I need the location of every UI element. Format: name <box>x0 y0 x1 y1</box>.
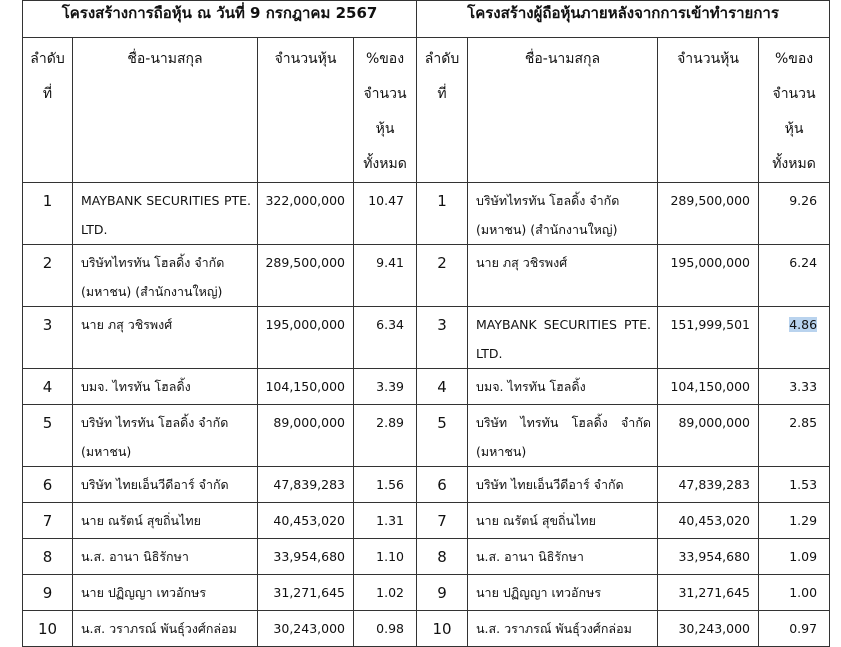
pct-cell: 2.89 <box>354 405 417 467</box>
name-cell: บริษัท ไทรทัน โฮลดิ้ง จำกัด (มหาชน) <box>73 405 258 467</box>
pct-cell: 0.97 <box>759 611 830 647</box>
rank-cell: 1 <box>417 183 468 245</box>
shares-cell: 195,000,000 <box>658 245 759 307</box>
rank-cell: 9 <box>23 575 73 611</box>
name-cell: MAYBANK SECURITIES PTE. LTD. <box>468 307 658 369</box>
rank-cell: 6 <box>417 467 468 503</box>
name-cell: น.ส. อานา นิธิรักษา <box>73 539 258 575</box>
table-row <box>23 369 830 405</box>
shares-cell: 195,000,000 <box>258 307 354 369</box>
table-row <box>23 611 830 647</box>
pct-cell: 1.29 <box>759 503 830 539</box>
table-row <box>23 245 830 307</box>
left-table-title: โครงสร้างการถือหุ้น ณ วันที่ 9 กรกฎาคม 2567 <box>23 1 417 38</box>
header-name: ชื่อ-นามสกุล <box>468 38 658 183</box>
rank-cell: 9 <box>417 575 468 611</box>
name-cell: บริษัทไทรทัน โฮลดิ้ง จำกัด (มหาชน) (สำนักงานใหญ่) <box>468 183 658 245</box>
name-cell: บริษัท ไทรทัน โฮลดิ้ง จำกัด (มหาชน) <box>468 405 658 467</box>
shares-cell: 31,271,645 <box>258 575 354 611</box>
name-cell: บมจ. ไทรทัน โฮลดิ้ง <box>73 369 258 405</box>
rank-cell: 6 <box>23 467 73 503</box>
name-cell: น.ส. อานา นิธิรักษา <box>468 539 658 575</box>
name-cell: MAYBANK SECURITIES PTE. LTD. <box>73 183 258 245</box>
pct-cell: 1.02 <box>354 575 417 611</box>
name-cell: บริษัท ไทยเอ็นวีดีอาร์ จำกัด <box>468 467 658 503</box>
header-name: ชื่อ-นามสกุล <box>73 38 258 183</box>
rank-cell: 10 <box>23 611 73 647</box>
shares-cell: 89,000,000 <box>658 405 759 467</box>
rank-cell: 7 <box>417 503 468 539</box>
rank-cell: 2 <box>417 245 468 307</box>
name-cell: บมจ. ไทรทัน โฮลดิ้ง <box>468 369 658 405</box>
header-shares: จำนวนหุ้น <box>258 38 354 183</box>
shares-cell: 40,453,020 <box>658 503 759 539</box>
header-no: ลำดับ ที่ <box>23 38 73 183</box>
name-cell: นาย ณรัตน์ สุขถิ่นไทย <box>468 503 658 539</box>
table-row <box>23 539 830 575</box>
pct-cell: 1.10 <box>354 539 417 575</box>
pct-cell: 2.85 <box>759 405 830 467</box>
pct-cell[interactable] <box>759 307 830 369</box>
rank-cell: 4 <box>417 369 468 405</box>
pct-cell: 1.56 <box>354 467 417 503</box>
table-row <box>23 405 830 467</box>
name-cell: นาย ปฏิญญา เทวอักษร <box>468 575 658 611</box>
pct-cell: 1.53 <box>759 467 830 503</box>
table-row <box>23 307 830 369</box>
rank-cell: 2 <box>23 245 73 307</box>
pct-cell: 6.24 <box>759 245 830 307</box>
pct-cell: 1.00 <box>759 575 830 611</box>
shares-cell: 30,243,000 <box>258 611 354 647</box>
shares-cell: 47,839,283 <box>258 467 354 503</box>
name-cell: นาย ภสุ วชิรพงศ์ <box>468 245 658 307</box>
table-row <box>23 575 830 611</box>
pct-cell: 6.34 <box>354 307 417 369</box>
table-row <box>23 183 830 245</box>
shareholder-structure-table <box>22 0 830 647</box>
right-table-title: โครงสร้างผู้ถือหุ้นภายหลังจากการเข้าทำรายการ <box>417 1 830 38</box>
header-no: ลำดับ ที่ <box>417 38 468 183</box>
name-cell: บริษัท ไทยเอ็นวีดีอาร์ จำกัด <box>73 467 258 503</box>
rank-cell: 8 <box>23 539 73 575</box>
selected-pct-value[interactable]: 4.86 <box>789 317 818 332</box>
shares-cell: 30,243,000 <box>658 611 759 647</box>
rank-cell: 5 <box>23 405 73 467</box>
header-pct: %ของ จำนวน หุ้น ทั้งหมด <box>354 38 417 183</box>
rank-cell: 10 <box>417 611 468 647</box>
shares-cell: 89,000,000 <box>258 405 354 467</box>
rank-cell: 1 <box>23 183 73 245</box>
pct-cell: 1.09 <box>759 539 830 575</box>
pct-cell: 0.98 <box>354 611 417 647</box>
name-cell: น.ส. วราภรณ์ พันธุ์วงศ์กล่อม <box>468 611 658 647</box>
shares-cell: 31,271,645 <box>658 575 759 611</box>
name-cell: นาย ณรัตน์ สุขถิ่นไทย <box>73 503 258 539</box>
pct-cell: 9.41 <box>354 245 417 307</box>
shares-cell: 33,954,680 <box>258 539 354 575</box>
pct-cell: 1.31 <box>354 503 417 539</box>
table-row <box>23 467 830 503</box>
pct-cell: 9.26 <box>759 183 830 245</box>
shares-cell: 104,150,000 <box>258 369 354 405</box>
table-row <box>23 503 830 539</box>
shares-cell: 47,839,283 <box>658 467 759 503</box>
rank-cell: 8 <box>417 539 468 575</box>
shares-cell: 33,954,680 <box>658 539 759 575</box>
rank-cell: 5 <box>417 405 468 467</box>
name-cell: นาย ปฏิญญา เทวอักษร <box>73 575 258 611</box>
rank-cell: 3 <box>417 307 468 369</box>
name-cell: น.ส. วราภรณ์ พันธุ์วงศ์กล่อม <box>73 611 258 647</box>
rank-cell: 4 <box>23 369 73 405</box>
header-shares: จำนวนหุ้น <box>658 38 759 183</box>
shares-cell: 289,500,000 <box>658 183 759 245</box>
shares-cell: 151,999,501 <box>658 307 759 369</box>
pct-cell: 10.47 <box>354 183 417 245</box>
shares-cell: 289,500,000 <box>258 245 354 307</box>
shares-cell: 104,150,000 <box>658 369 759 405</box>
name-cell: นาย ภสุ วชิรพงศ์ <box>73 307 258 369</box>
name-cell: บริษัทไทรทัน โฮลดิ้ง จำกัด (มหาชน) (สำนักงานใหญ่) <box>73 245 258 307</box>
pct-cell: 3.39 <box>354 369 417 405</box>
header-pct: %ของ จำนวน หุ้น ทั้งหมด <box>759 38 830 183</box>
rank-cell: 3 <box>23 307 73 369</box>
rank-cell: 7 <box>23 503 73 539</box>
pct-cell: 3.33 <box>759 369 830 405</box>
shares-cell: 40,453,020 <box>258 503 354 539</box>
shares-cell: 322,000,000 <box>258 183 354 245</box>
